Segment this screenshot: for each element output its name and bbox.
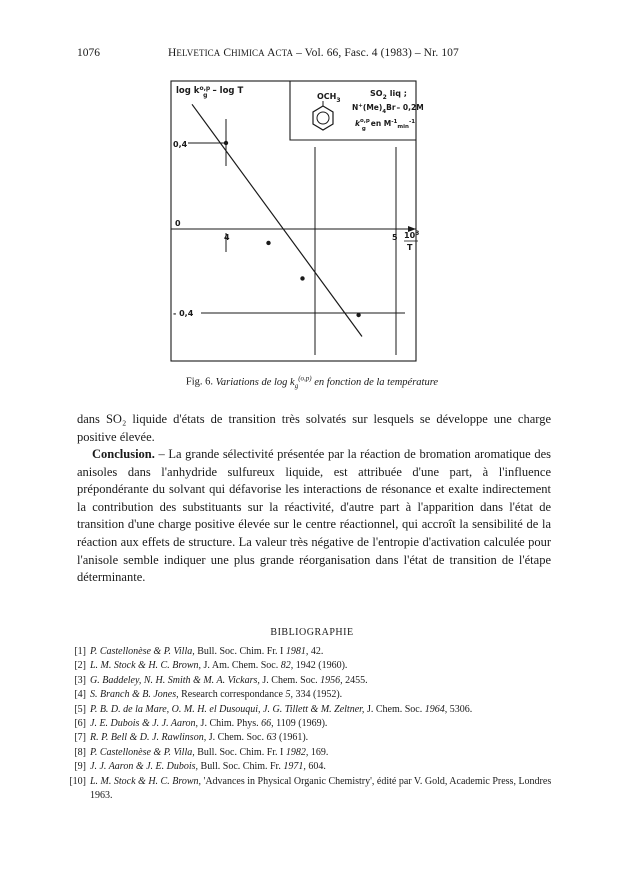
anisole-ring-icon	[313, 101, 333, 130]
regression-line	[192, 104, 362, 336]
reference-volume: 63	[266, 732, 277, 744]
journal-title: HELVETICA CHIMICA ACTA – Vol. 66, Fasc. 4 (1983) – Nr. 107	[168, 47, 459, 59]
reference-number: [1]	[74, 646, 86, 657]
reference-volume: 82,	[280, 660, 294, 672]
reference-item: [7] R. P. Bell & D. J. Rawlinson, J. Chem. Soc. 63 (1961).	[60, 731, 560, 745]
reference-item: [10] L. M. Stock & H. C. Brown, 'Advances in Physical Organic Chemistry', édité par V. Gold, Academic Press, Londres 1963.	[60, 775, 560, 804]
reference-number: [7]	[74, 732, 86, 744]
reference-volume: 1956,	[320, 674, 343, 686]
reference-number: [5]	[74, 703, 86, 715]
reference-authors: J. J. Aaron & J. E. Dubois,	[90, 761, 199, 773]
reference-number: [6]	[74, 718, 86, 730]
reference-authors: P. B. D. de la Mare, O. M. H. el Dusouqui, J. G. Tillett & M. Zeltner,	[90, 703, 365, 715]
y-tick-0: 0	[175, 219, 181, 228]
bibliography-title: BIBLIOGRAPHIE	[270, 627, 354, 638]
reference-authors: P. Castellonèse & P. Villa,	[90, 746, 195, 758]
reference-volume: 66,	[261, 718, 274, 730]
legend-och3: $OCH_3$	[317, 92, 341, 104]
x-axis-label-numerator: $10^3$	[404, 230, 420, 240]
reference-number: [3]	[74, 674, 86, 686]
reference-volume: 1964,	[424, 703, 448, 715]
reference-item: [1] P. Castellonèse & P. Villa, Bull. Soc. Chim. Fr. I 1981, 42.	[60, 645, 560, 659]
reference-number: [2]	[74, 660, 86, 672]
y-tick-0.4: 0,4	[173, 140, 188, 149]
reference-volume: 1982,	[285, 746, 309, 758]
paragraph-continuation: dans SO₂ liquide d'états de transition très solvatés sur lesquels se développe une charge positive élevée.	[77, 412, 551, 444]
legend-salt: $N^+(Me)_4Br-$ 0,2M	[352, 103, 424, 115]
y-tick-minus-0.4: - 0,4	[173, 309, 194, 318]
reference-item: [8] P. Castellonèse & P. Villa, Bull. Soc. Chim. Fr. I 1982, 169.	[60, 746, 560, 760]
reference-authors: S. Branch & B. Jones,	[90, 689, 179, 701]
reference-number: [8]	[74, 746, 86, 758]
data-point-3	[300, 276, 304, 280]
reference-number: [10]	[69, 775, 86, 787]
reference-volume: 5,	[285, 689, 293, 701]
reference-authors: J. E. Dubois & J. J. Aaron,	[90, 718, 199, 730]
conclusion-heading: Conclusion.	[92, 447, 155, 461]
figure-caption: Fig. 6. Variations de $\log k_g^{(o,p)}$ en fonction de la température	[185, 374, 439, 390]
reference-volume: 1981,	[285, 646, 309, 657]
reference-authors: L. M. Stock & H. C. Brown,	[90, 775, 202, 787]
data-point-2	[266, 241, 270, 245]
data-point-4	[356, 313, 360, 317]
reference-item: [3] G. Baddeley, N. H. Smith & M. A. Vickars, J. Chem. Soc. 1956, 2455.	[60, 674, 560, 688]
reference-authors: G. Baddeley, N. H. Smith & M. A. Vickars,	[90, 674, 260, 686]
reference-number: [9]	[74, 761, 86, 773]
x-tick-5: 5	[392, 233, 398, 242]
legend-solvent: $SO_2$ liq ;	[370, 89, 407, 101]
reference-authors: R. P. Bell & D. J. Rawlinson,	[90, 732, 207, 744]
reference-authors: L. M. Stock & H. C. Brown,	[90, 660, 202, 672]
reference-authors: P. Castellonèse & P. Villa,	[90, 646, 195, 657]
x-axis-label-denominator: T	[407, 243, 413, 252]
y-axis-label: $\log k^{o,p}$ g – log T	[176, 85, 244, 99]
reference-number: [4]	[74, 689, 86, 701]
reference-item: [6] J. E. Dubois & J. J. Aaron, J. Chim. Phys. 66, 1109 (1969).	[60, 717, 560, 731]
bibliography-list	[60, 645, 560, 803]
reference-item: [9] J. J. Aaron & J. E. Dubois, Bull. Soc. Chim. Fr. 1971, 604.	[60, 760, 560, 774]
reference-volume: 1971,	[283, 761, 306, 773]
arrhenius-figure	[0, 0, 624, 370]
reference-item: [2] L. M. Stock & H. C. Brown, J. Am. Chem. Soc. 82, 1942 (1960).	[60, 659, 560, 673]
x-tick-4: 4	[224, 233, 230, 242]
paragraph-conclusion: Conclusion. – La grande sélectivité présentée par la réaction de bromation aromatique des anisoles dans l'anhydride sulfureux liquide, est attribuée d'une part, à l'influence prépondérante du solvant qui défavorise les interactions de résonance et exalte indirectement la contribution des substituants sur la réactivité, d'autre part à l'apparition dans l'état de transition d'une charge positive élevée sur le centre réactionnel, qui accroît la sensibilité de la réaction aux effets de structure. La valeur très négative de l'entropie d'activation calculée pour l'anisole semble indiquer une plus grande réorganisation dans l'état de transition de l'étape déterminante.	[77, 447, 551, 585]
page-number: 1076	[77, 47, 100, 59]
data-point-1	[224, 141, 228, 145]
reference-item: [5] P. B. D. de la Mare, O. M. H. el Dusouqui, J. G. Tillett & M. Zeltner, J. Chem. Soc. 1964, 5306.	[60, 703, 560, 717]
legend-units: $k^{o,p}$ gen $M^{-1}_{min}^{-1}$	[355, 118, 416, 132]
reference-item: [4] S. Branch & B. Jones, Research correspondance 5, 334 (1952).	[60, 688, 560, 702]
